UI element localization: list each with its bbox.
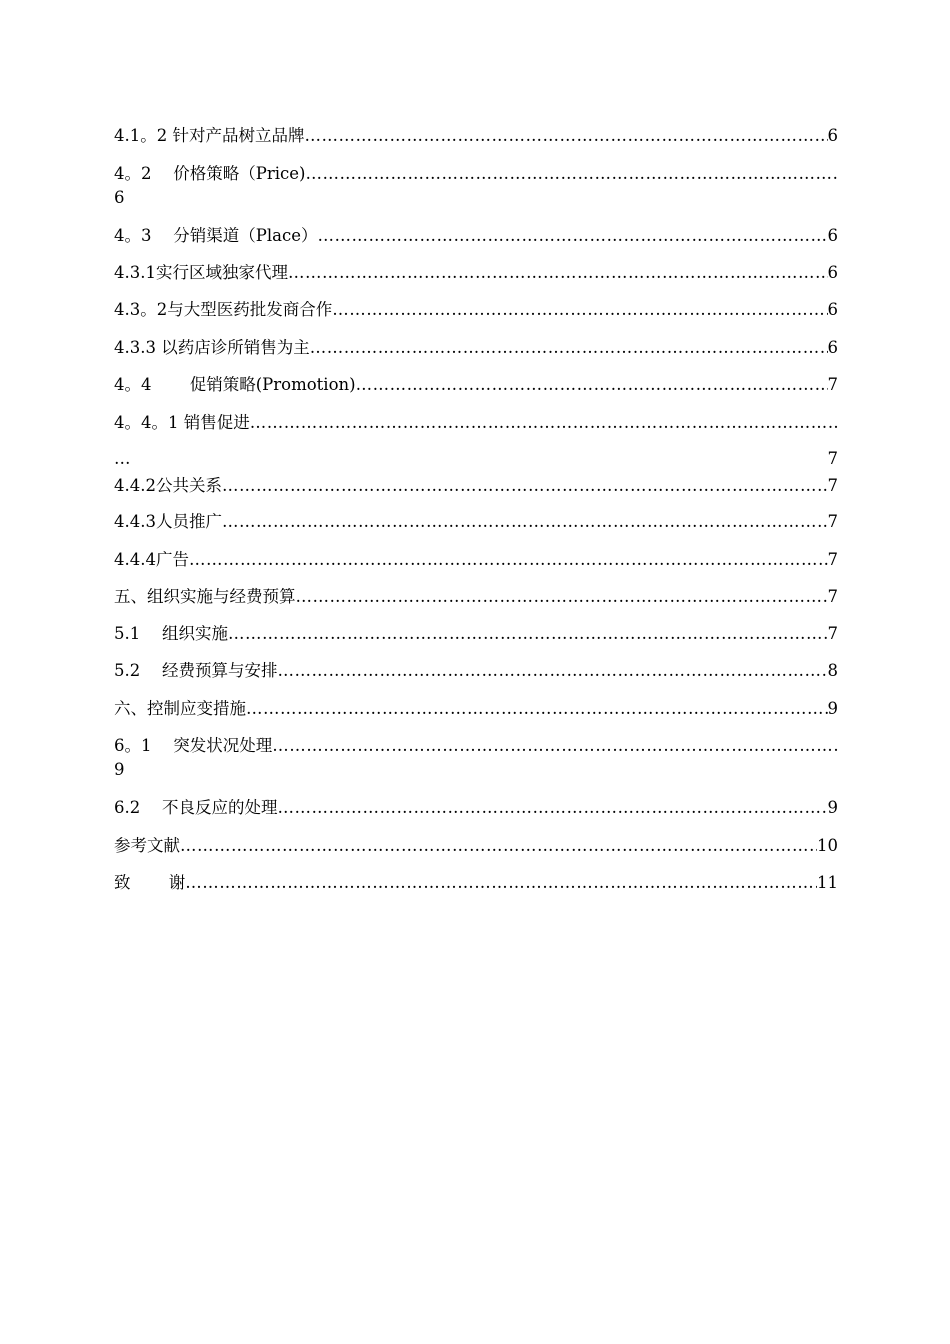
toc-entry-title: 4.1。2 针对产品树立品牌 bbox=[114, 126, 305, 145]
toc-entry-title: 致 谢 bbox=[114, 873, 186, 892]
toc-entry-title: 6。1 突发状况处理 bbox=[114, 736, 273, 755]
toc-entry[interactable] bbox=[114, 796, 838, 820]
toc-leader-dots bbox=[185, 871, 817, 895]
toc-entry[interactable] bbox=[114, 124, 838, 148]
toc-entry-page: 9 bbox=[827, 699, 838, 718]
toc-leader-dots bbox=[356, 373, 828, 397]
toc-entry-page: 7 bbox=[827, 624, 838, 643]
toc-entry[interactable] bbox=[114, 336, 838, 360]
toc-entry-title: 4.3。2与大型医药批发商合作 bbox=[114, 300, 333, 319]
toc-entry[interactable] bbox=[114, 734, 838, 782]
toc-entry[interactable] bbox=[114, 510, 838, 534]
toc-entry[interactable] bbox=[114, 548, 838, 572]
toc-entry-page: 7 bbox=[827, 550, 838, 569]
toc-leader-dots bbox=[332, 298, 827, 322]
toc-entry-page: 7 bbox=[827, 587, 838, 606]
toc-entry[interactable] bbox=[114, 373, 838, 397]
toc-entry-title: 六、控制应变措施 bbox=[114, 699, 246, 718]
toc-leader-dots bbox=[278, 796, 828, 820]
toc-entry-page: 6 bbox=[827, 300, 838, 319]
toc-leader-dots bbox=[180, 834, 817, 858]
toc-entry-title: 5.2 经费预算与安排 bbox=[114, 661, 278, 680]
toc-entry[interactable] bbox=[114, 411, 838, 471]
toc-entry-title: 4.3.1实行区域独家代理 bbox=[114, 263, 288, 282]
toc-leader-dots bbox=[189, 548, 828, 572]
toc-entry-title: 4.3.3 以药店诊所销售为主 bbox=[114, 338, 310, 357]
toc-leader-dots bbox=[246, 697, 828, 721]
toc-leader-dots bbox=[304, 124, 827, 148]
toc-entry-page: 7 bbox=[827, 512, 838, 531]
toc-entry[interactable] bbox=[114, 834, 838, 858]
toc-leader-dots bbox=[296, 585, 828, 609]
toc-entry-title: 4.4.4广告 bbox=[114, 550, 189, 569]
toc-entry[interactable] bbox=[114, 224, 838, 248]
toc-entry-page: 6 bbox=[827, 338, 838, 357]
toc-entry-title: 4.4.2公共关系 bbox=[114, 476, 222, 495]
toc-entry[interactable] bbox=[114, 474, 838, 498]
toc-entry[interactable] bbox=[114, 298, 838, 322]
toc-entry[interactable] bbox=[114, 697, 838, 721]
toc-leader-dots bbox=[288, 261, 828, 285]
toc-entry[interactable] bbox=[114, 871, 838, 895]
toc-entry-page: 9 bbox=[114, 760, 125, 779]
toc-entry-page: 8 bbox=[827, 661, 838, 680]
toc-entry-title: 4。2 价格策略（Price) bbox=[114, 164, 306, 183]
toc-leader-dots-overflow: … bbox=[114, 449, 131, 468]
toc-leader-dots bbox=[278, 659, 828, 683]
toc-entry-title: 6.2 不良反应的处理 bbox=[114, 798, 278, 817]
toc-leader-dots bbox=[222, 510, 828, 534]
toc-leader-dots bbox=[305, 162, 838, 186]
toc-leader-dots bbox=[250, 411, 838, 435]
toc-leader-dots bbox=[317, 224, 827, 248]
toc-entry-title: 4。4 促销策略(Promotion) bbox=[114, 375, 356, 394]
toc-leader-dots bbox=[272, 734, 838, 758]
toc-entry-page: 7 bbox=[827, 449, 838, 468]
toc-leader-dots bbox=[228, 622, 828, 646]
toc-entry-page: 10 bbox=[817, 836, 838, 855]
toc-entry[interactable] bbox=[114, 261, 838, 285]
toc-entry-page: 6 bbox=[114, 188, 125, 207]
toc-entry-page: 7 bbox=[827, 375, 838, 394]
toc-leader-dots bbox=[310, 336, 828, 360]
toc-entry[interactable] bbox=[114, 622, 838, 646]
toc-entry[interactable] bbox=[114, 659, 838, 683]
toc-entry-title: 4。4。1 销售促进 bbox=[114, 413, 250, 432]
toc-entry-title: 4.4.3人员推广 bbox=[114, 512, 222, 531]
toc-entry-title: 4。3 分销渠道（Place） bbox=[114, 226, 318, 245]
toc-entry-page: 6 bbox=[827, 263, 838, 282]
toc-entry[interactable] bbox=[114, 162, 838, 210]
toc-entry-page: 6 bbox=[827, 226, 838, 245]
toc-entry-page: 9 bbox=[827, 798, 838, 817]
toc-entry-page: 6 bbox=[827, 126, 838, 145]
toc-entry-page: 11 bbox=[817, 873, 838, 892]
toc-leader-dots bbox=[222, 474, 828, 498]
toc-entry-title: 五、组织实施与经费预算 bbox=[114, 587, 296, 606]
toc-entry-title: 5.1 组织实施 bbox=[114, 624, 228, 643]
toc-entry-page: 7 bbox=[827, 476, 838, 495]
toc-entry-title: 参考文献 bbox=[114, 836, 180, 855]
toc-entry[interactable] bbox=[114, 585, 838, 609]
